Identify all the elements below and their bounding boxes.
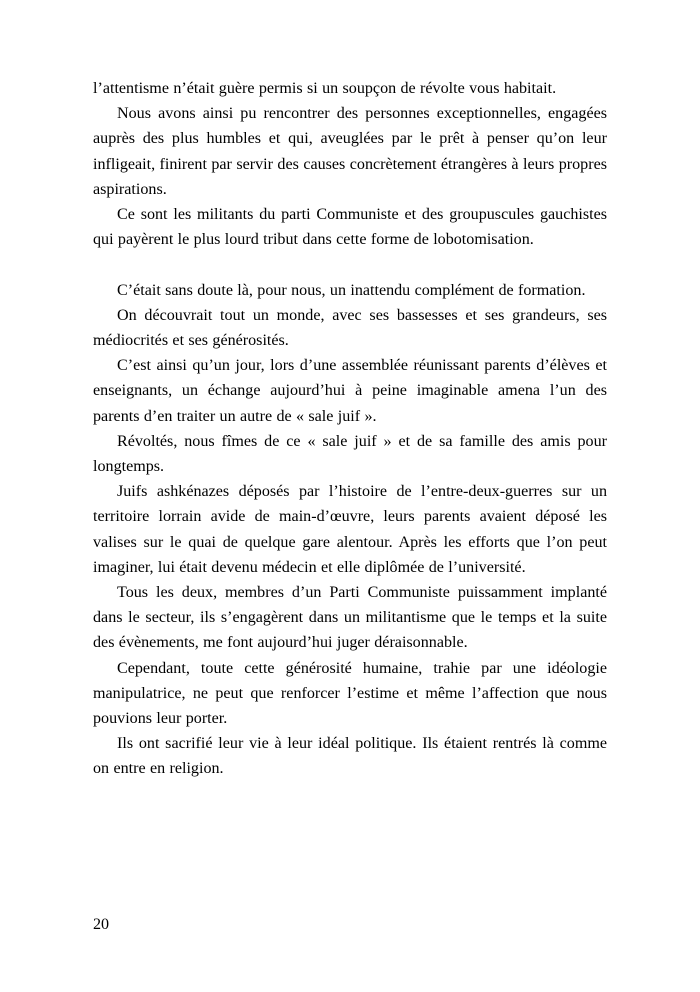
paragraph: l’attentisme n’était guère permis si un soupçon de révolte vous habitait. xyxy=(93,80,557,97)
paragraph: Ils ont sacrifié leur vie à leur idéal politique. Ils étaient rentrés là comme on entre en religion. xyxy=(93,735,607,778)
paragraph: Nous avons ainsi pu rencontrer des personnes exceptionnelles, engagées auprès des plus humbles et qui, aveuglées par le prêt à penser qu’on leur infligeait, finirent par servir des causes concrètement étrangères à leurs propres aspirations. xyxy=(93,105,607,198)
paragraph: On découvrait tout un monde, avec ses bassesses et ses grandeurs, ses médiocrités et ses générosités. xyxy=(93,306,607,350)
paragraph: Juifs ashkénazes déposés par l’histoire de l’entre-deux-guerres sur un territoire lorrain avide de main-d’œuvre, leurs parents avaient déposé les valises sur le quai de quelque gare alentour. Après les efforts que l’on peut imaginer, lui était devenu médecin et elle diplômée de l’université. xyxy=(93,483,607,576)
page-number: 20 xyxy=(93,916,110,933)
paragraph: C’était sans doute là, pour nous, un inattendu complément de formation. xyxy=(117,281,586,299)
paragraph: C’est ainsi qu’un jour, lors d’une assemblée réunissant parents d’élèves et enseignants, un échange aujourd’hui à peine imaginable amena l’un des parents d’en traiter un autre de « sale juif ». xyxy=(93,357,607,425)
body-text-block xyxy=(93,76,607,782)
paragraph: Révoltés, nous fîmes de ce « sale juif » et de sa famille des amis pour longtemps. xyxy=(93,432,607,476)
paragraph: Cependant, toute cette générosité humaine, trahie par une idéologie manipulatrice, ne peut que renforcer l’estime et même l’affection que nous pouvions leur porter. xyxy=(93,659,607,728)
paragraph: Tous les deux, membres d’un Parti Communiste puissamment implanté dans le secteur, ils s’engagèrent dans un militantisme que le temps et la suite des évènements, me font aujourd’hui juger déraisonnable. xyxy=(93,584,607,652)
paragraph: Ce sont les militants du parti Communiste et des groupuscules gauchistes qui payèrent le plus lourd tribut dans cette forme de lobotomisation. xyxy=(93,206,607,249)
